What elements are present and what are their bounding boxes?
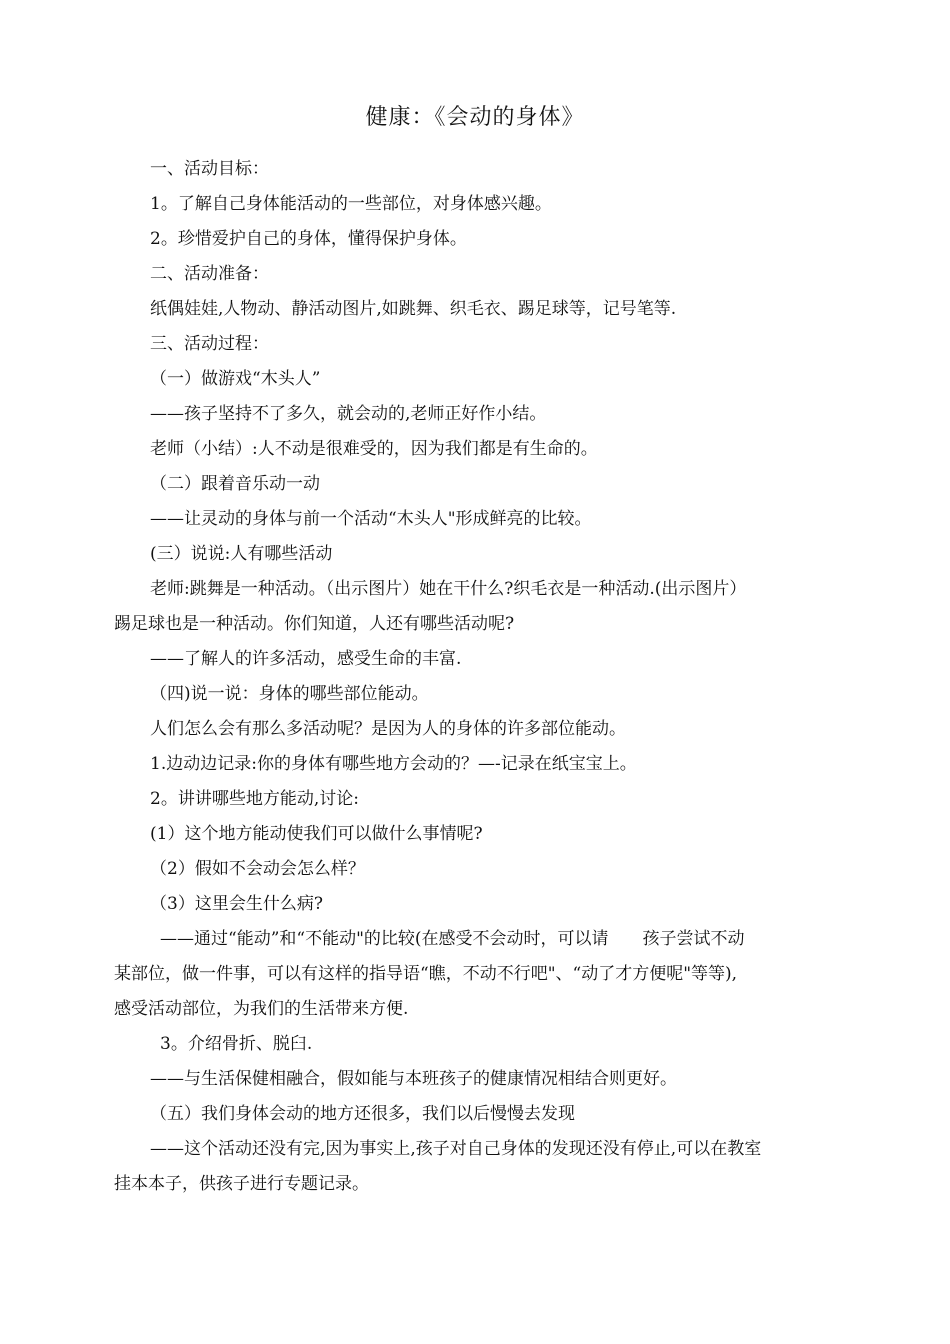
step-2-heading: （二）跟着音乐动一动	[150, 474, 320, 494]
step-4-heading: （四)说一说：身体的哪些部位能动。	[150, 684, 429, 704]
comparison-note-line-3: 感受活动部位，为我们的生活带来方便.	[114, 999, 409, 1019]
step-4-intro: 人们怎么会有那么多活动呢？是因为人的身体的许多部位能动。	[150, 719, 626, 739]
section-goals-heading: 一、活动目标：	[150, 159, 269, 179]
step-3-teacher-line-1: 老师:跳舞是一种活动。（出示图片）她在干什么?织毛衣是一种活动.(出示图片）	[150, 579, 747, 599]
step-3-teacher-line-2: 踢足球也是一种活动。你们知道，人还有哪些活动呢?	[114, 614, 515, 634]
step-5-note-line-1: ——这个活动还没有完,因为事实上,孩子对自己身体的发现还没有停止,可以在教室	[150, 1139, 762, 1159]
step-1-heading: （一）做游戏“木头人”	[150, 369, 321, 389]
goal-1: 1。了解自己身体能活动的一些部位，对身体感兴趣。	[150, 194, 552, 214]
step-4-item-3-note: ——与生活保健相融合，假如能与本班孩子的健康情况相结合则更好。	[150, 1069, 677, 1089]
step-3-heading: (三）说说:人有哪些活动	[150, 544, 333, 564]
discussion-q1: (1）这个地方能动使我们可以做什么事情呢?	[150, 824, 483, 844]
step-2-note: ——让灵动的身体与前一个活动“木头人"形成鲜亮的比较。	[150, 509, 592, 529]
goal-2: 2。珍惜爱护自己的身体，懂得保护身体。	[150, 229, 467, 249]
section-prep-heading: 二、活动准备：	[150, 264, 269, 284]
comparison-note-line-1: ——通过“能动”和“不能动"的比较(在感受不会动时，可以请 孩子尝试不动	[160, 929, 745, 949]
discussion-q2: （2）假如不会动会怎么样？	[150, 859, 365, 879]
comparison-note-line-2: 某部位，做一件事，可以有这样的指导语“瞧，不动不行吧"、“动了才方便呢"等等),	[114, 964, 738, 984]
step-3-note: ——了解人的许多活动，感受生命的丰富.	[150, 649, 462, 669]
step-5-heading: （五）我们身体会动的地方还很多，我们以后慢慢去发现	[150, 1104, 575, 1124]
prep-materials: 纸偶娃娃,人物动、静活动图片,如跳舞、织毛衣、踢足球等，记号笔等.	[150, 299, 677, 319]
document-title: 健康：《会动的身体》	[365, 105, 585, 130]
step-5-note-line-2: 挂本本子，供孩子进行专题记录。	[114, 1174, 369, 1194]
step-4-item-3: 3。介绍骨折、脱臼.	[160, 1034, 313, 1054]
discussion-q3: （3）这里会生什么病?	[150, 894, 323, 914]
step-4-item-2: 2。讲讲哪些地方能动,讨论:	[150, 789, 359, 809]
step-1-summary: 老师（小结）:人不动是很难受的，因为我们都是有生命的。	[150, 439, 598, 459]
step-4-item-1: 1.边动边记录:你的身体有哪些地方会动的？—-记录在纸宝宝上。	[150, 754, 637, 774]
section-process-heading: 三、活动过程：	[150, 334, 269, 354]
step-1-note: ——孩子坚持不了多久，就会动的,老师正好作小结。	[150, 404, 547, 424]
